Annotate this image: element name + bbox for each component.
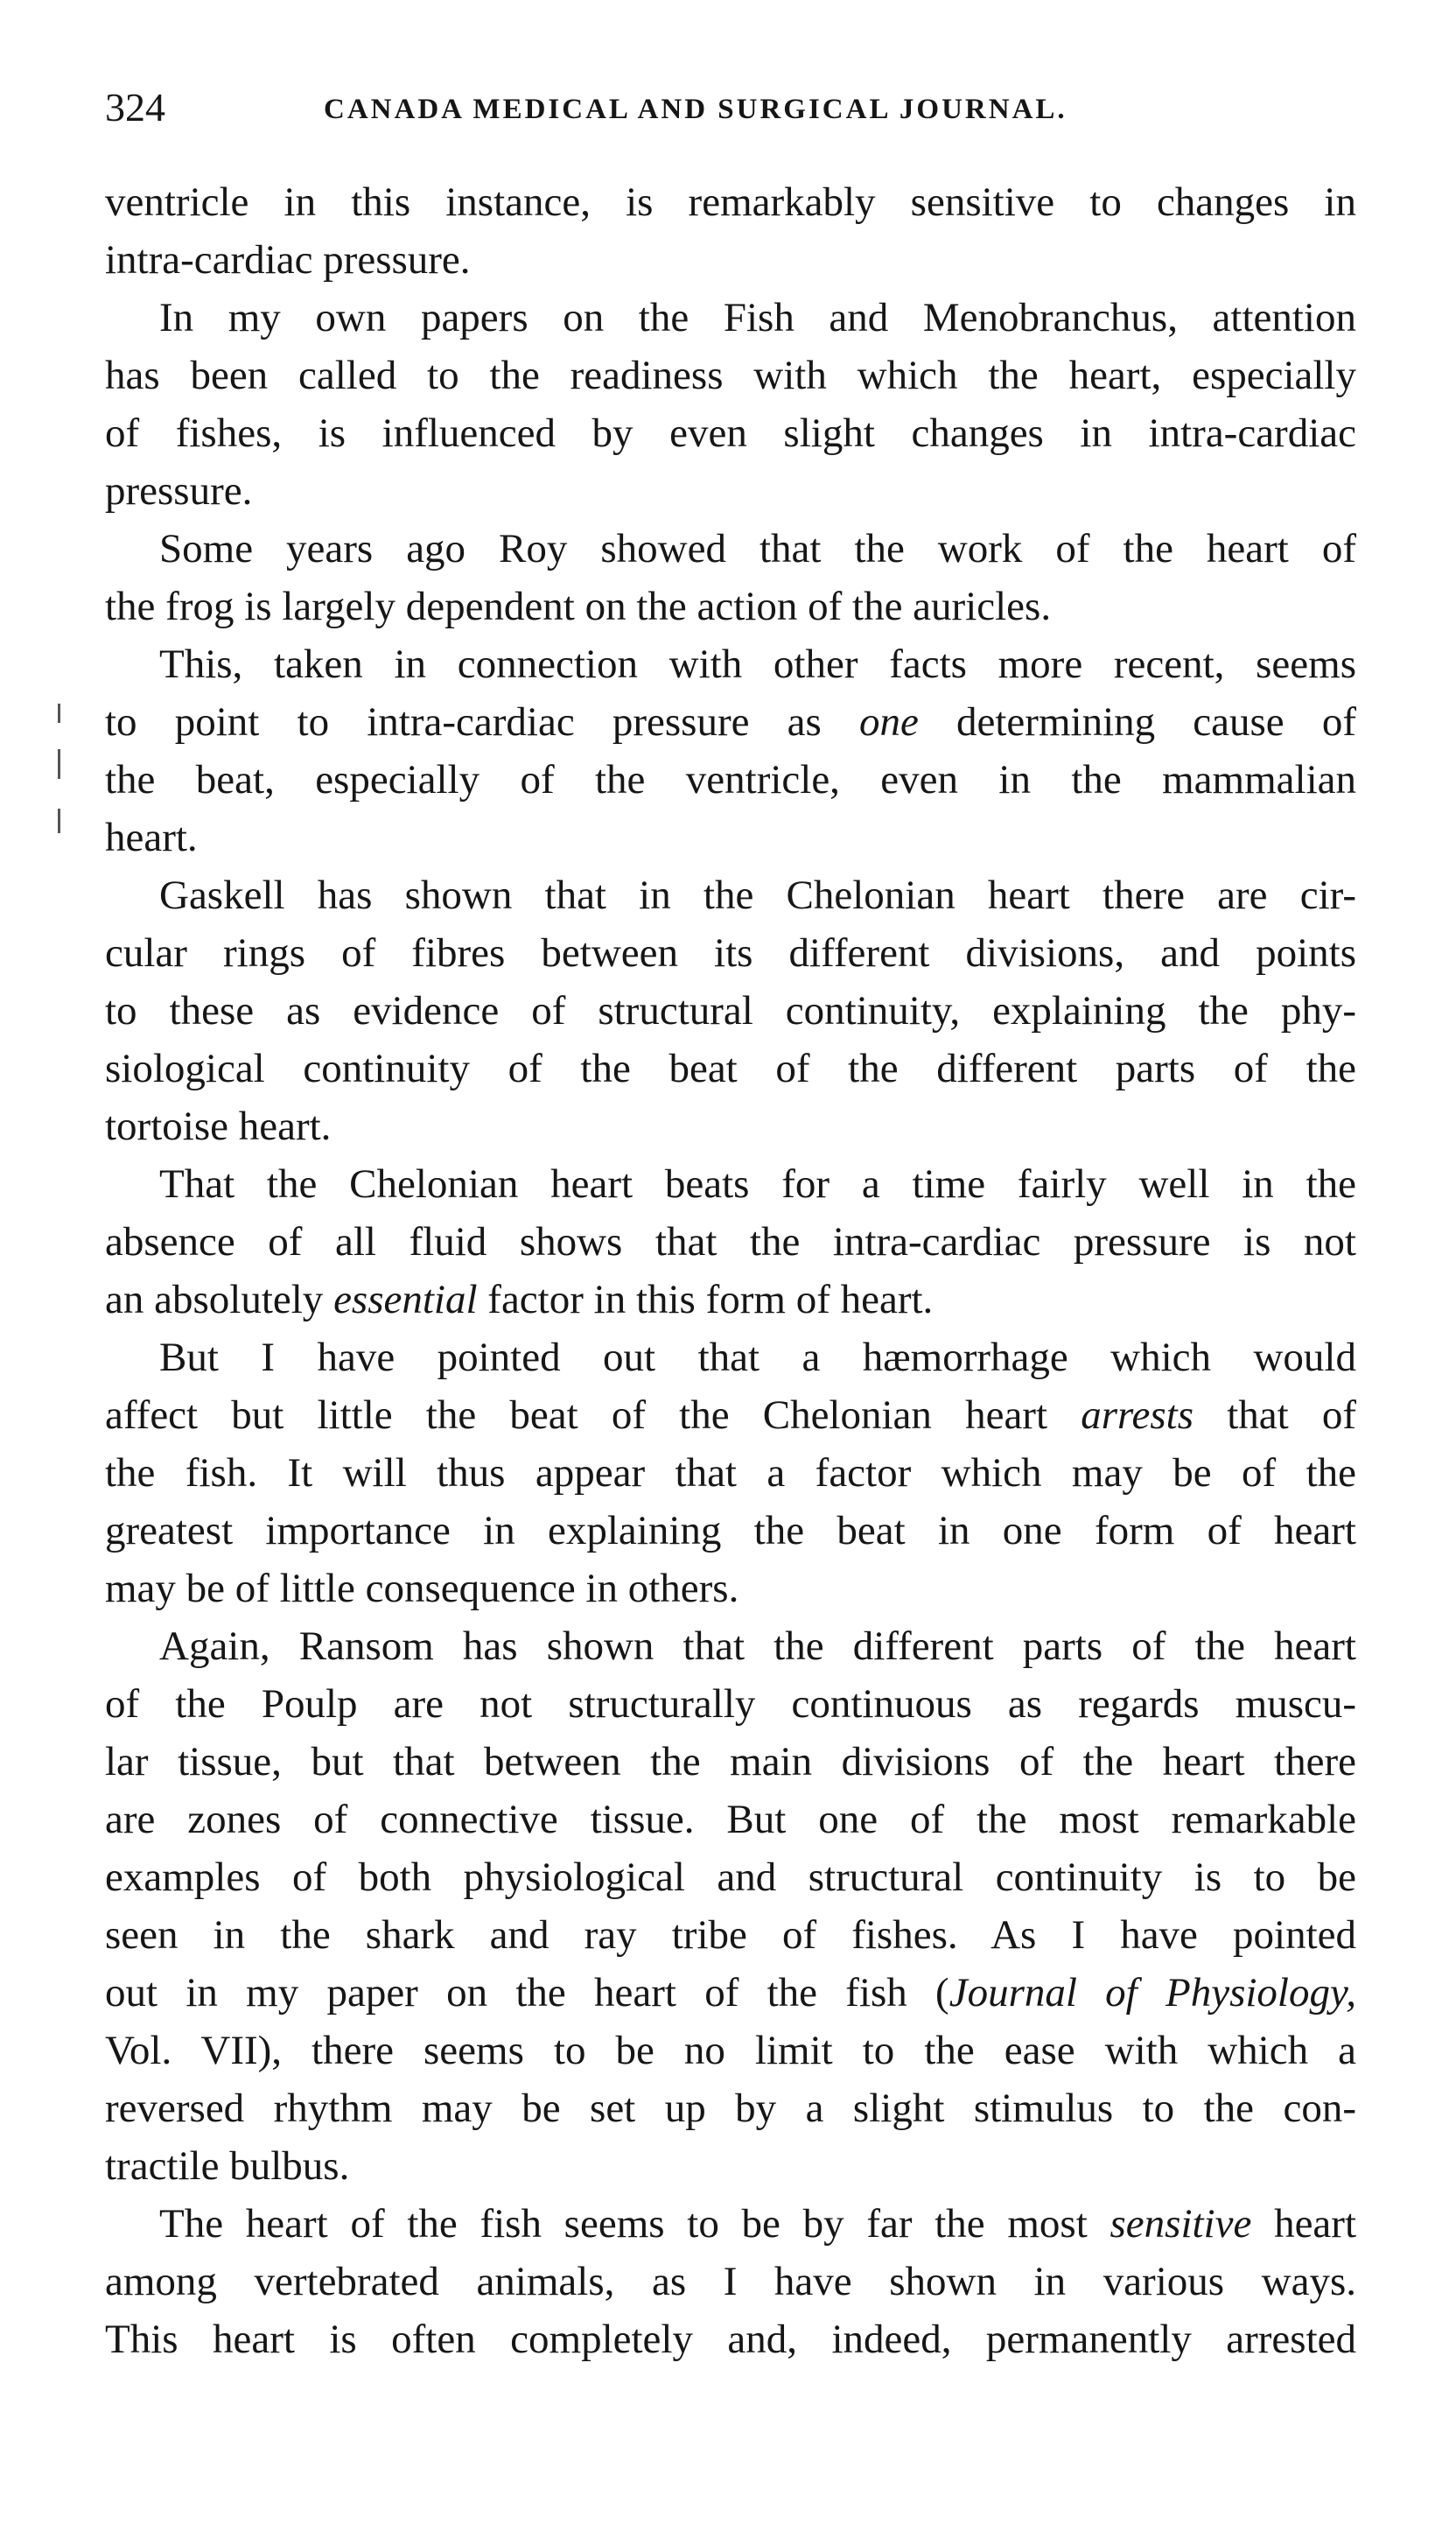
text-line: That the Chelonian heart beats for a time fairly well in the	[159, 1161, 1356, 1207]
text-line: tortoise heart.	[105, 1104, 332, 1149]
text-line: greatest importance in explaining the beat in one form of heart	[105, 1508, 1356, 1553]
text-line: ventricle in this instance, is remarkably sensitive to changes in	[105, 179, 1356, 225]
text-line: out in my paper on the heart of the fish (Journal of Physiology,	[105, 1970, 1356, 2016]
text-line: to point to intra-cardiac pressure as one determining cause of	[105, 699, 1356, 745]
text-line: Again, Ransom has shown that the different parts of the heart	[159, 1623, 1356, 1669]
text-line: affect but little the beat of the Chelonian heart arrests that of	[105, 1392, 1356, 1438]
text-line: Gaskell has shown that in the Chelonian heart there are cir-	[159, 873, 1356, 918]
text-line: examples of both physiological and structural continuity is to be	[105, 1854, 1356, 1900]
text-line: are zones of connective tissue. But one of the most remarkable	[105, 1797, 1356, 1842]
text-line: cular rings of fibres between its different divisions, and points	[105, 930, 1356, 976]
text-line: This, taken in connection with other facts more recent, seems	[159, 642, 1356, 687]
margin-mark	[58, 704, 60, 723]
text-line: siological continuity of the beat of the different parts of the	[105, 1046, 1356, 1091]
text-line: This heart is often completely and, indeed, permanently arrested	[105, 2317, 1356, 2362]
text-line: an absolutely essential factor in this form of heart.	[105, 1277, 934, 1322]
text-line: reversed rhythm may be set up by a slight stimulus to the con-	[105, 2086, 1356, 2131]
text-line: In my own papers on the Fish and Menobranchus, attention	[159, 295, 1356, 340]
text-line: the frog is largely dependent on the action of the auricles.	[105, 584, 1052, 629]
text-line: tractile bulbus.	[105, 2143, 350, 2189]
running-title: CANADA MEDICAL AND SURGICAL JOURNAL.	[324, 94, 1068, 125]
text-line: The heart of the fish seems to be by far the most sensitive heart	[159, 2201, 1356, 2247]
text-line: of the Poulp are not structurally continuous as regards muscu-	[105, 1681, 1356, 1727]
text-line: may be of little consequence in others.	[105, 1566, 739, 1611]
page-header	[105, 86, 1348, 130]
text-line: the fish. It will thus appear that a factor which may be of the	[105, 1450, 1356, 1496]
text-line: of fishes, is influenced by even slight changes in intra-cardiac	[105, 410, 1356, 456]
margin-marks	[49, 669, 75, 870]
text-line: Some years ago Roy showed that the work of the heart of	[159, 526, 1356, 571]
text-line: the beat, especially of the ventricle, even in the mammalian	[105, 757, 1356, 803]
page-number: 324	[105, 85, 165, 130]
text-line: heart.	[105, 815, 198, 860]
margin-mark	[58, 749, 60, 779]
margin-mark	[58, 809, 60, 833]
text-line: absence of all fluid shows that the intra-cardiac pressure is not	[105, 1219, 1356, 1265]
text-line: intra-cardiac pressure.	[105, 237, 471, 283]
article-body	[105, 173, 1356, 2368]
text-line: pressure.	[105, 468, 253, 514]
text-line: lar tissue, but that between the main divisions of the heart there	[105, 1739, 1356, 1784]
text-line: to these as evidence of structural continuity, explaining the phy-	[105, 988, 1356, 1034]
text-line: among vertebrated animals, as I have shown in various ways.	[105, 2259, 1356, 2304]
text-line: Vol. VII), there seems to be no limit to the ease with which a	[105, 2028, 1356, 2073]
text-line: has been called to the readiness with which the heart, especially	[105, 353, 1356, 398]
text-line: seen in the shark and ray tribe of fishes. As I have pointed	[105, 1912, 1356, 1958]
text-line: But I have pointed out that a hæmorrhage which would	[159, 1335, 1356, 1380]
